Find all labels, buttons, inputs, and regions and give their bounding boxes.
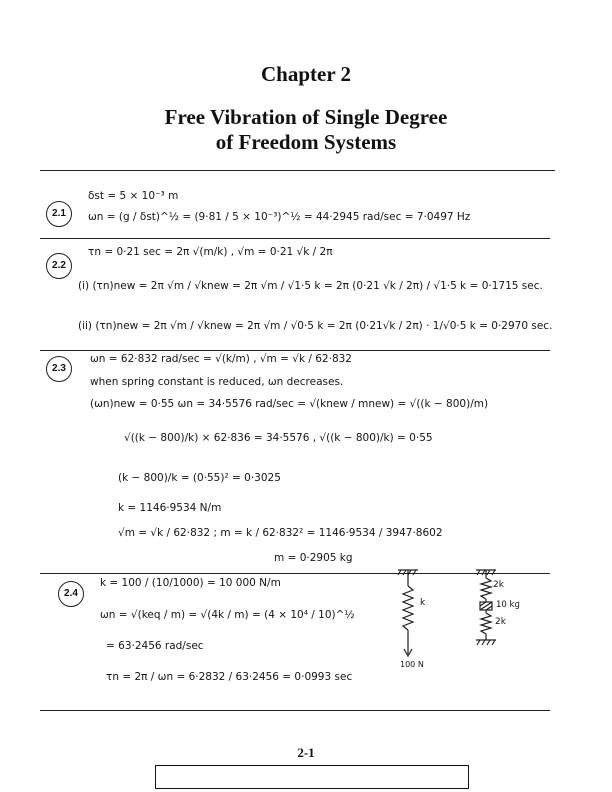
solution-line: (ii) (τn)new = 2π √m / √knew = 2π √m / √0·5 k = 2π (0·21√k / 2π) · 1/√0·5 k = 0·2970 sec. <box>78 320 553 332</box>
section-rule <box>40 710 550 711</box>
solution-line: ωn = (g / δst)^½ = (9·81 / 5 × 10⁻³)^½ = 44·2945 rad/sec = 7·0497 Hz <box>88 211 471 223</box>
solution-line: √m = √k / 62·832 ; m = k / 62·832² = 1146·9534 / 3947·8602 <box>118 527 443 539</box>
solution-line: ωn = 62·832 rad/sec = √(k/m) , √m = √k / 62·832 <box>90 353 352 365</box>
mass-label: 10 kg <box>496 600 520 610</box>
solution-line: τn = 2π / ωn = 6·2832 / 63·2456 = 0·0993 sec <box>106 671 353 683</box>
solution-line: τn = 0·21 sec = 2π √(m/k) , √m = 0·21 √k / 2π <box>88 246 333 258</box>
section-rule <box>40 170 555 171</box>
section-rule <box>40 350 550 351</box>
chapter-title-line-2: of Freedom Systems <box>215 130 397 154</box>
solution-line: (k − 800)/k = (0·55)² = 0·3025 <box>118 472 281 484</box>
solution-line: k = 100 / (10/1000) = 10 000 N/m <box>100 577 281 589</box>
solution-line: (i) (τn)new = 2π √m / √knew = 2π √m / √1·5 k = 2π (0·21 √k / 2π) / √1·5 k = 0·1715 sec. <box>78 280 543 292</box>
problem-number-badge: 2.1 <box>46 201 72 227</box>
page-number: 2-1 <box>297 745 315 760</box>
solution-line: ωn = √(keq / m) = √(4k / m) = (4 × 10⁴ / 10)^½ <box>100 609 355 621</box>
chapter-heading: Chapter 2 <box>260 62 352 86</box>
load-label: 100 N <box>400 660 424 669</box>
lower-spring-label: 2k <box>495 617 506 627</box>
solution-line: k = 1146·9534 N/m <box>118 502 222 514</box>
section-rule <box>40 238 550 239</box>
problem-number-badge: 2.2 <box>46 253 72 279</box>
solution-line: = 63·2456 rad/sec <box>106 640 204 652</box>
left-spring-label: k <box>420 598 426 608</box>
solution-line: when spring constant is reduced, ωn decreases. <box>90 376 344 388</box>
solution-line: m = 0·2905 kg <box>274 552 353 564</box>
left-spring <box>398 570 418 656</box>
chapter-title-line-1: Free Vibration of Single Degree <box>164 105 448 129</box>
solution-line: δst = 5 × 10⁻³ m <box>88 190 179 202</box>
problem-number-badge: 2.3 <box>46 356 72 382</box>
footer-box <box>155 765 469 789</box>
problem-number-badge: 2.4 <box>58 581 84 607</box>
solution-line: √((k − 800)/k) × 62·836 = 34·5576 , √((k − 800)/k) = 0·55 <box>124 432 433 444</box>
solution-line: (ωn)new = 0·55 ωn = 34·5576 rad/sec = √(knew / mnew) = √((k − 800)/m) <box>90 398 489 410</box>
upper-spring-label: 2k <box>493 580 504 590</box>
